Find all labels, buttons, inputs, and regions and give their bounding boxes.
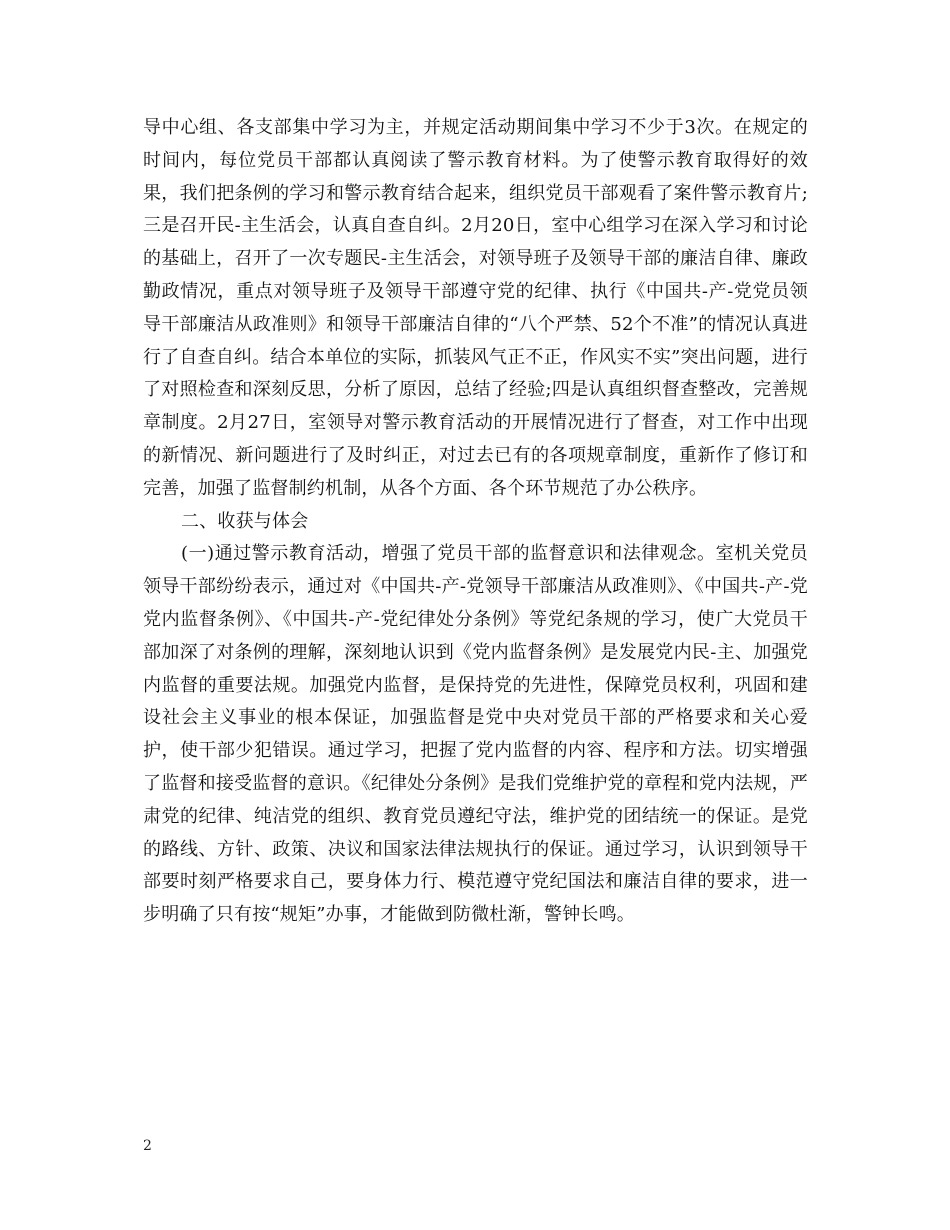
section-heading-gains: 二、收获与体会 bbox=[181, 510, 309, 532]
paragraph-continued-activities: 导中心组、各支部集中学习为主，并规定活动期间集中学习不少于3次。在规定的时间内，每位党员干部都认真阅读了警示教育材料。为了使警示教育取得好的效果，我们把条例的学习和警示教育结合起来，组织党员干部观看了案件警示教育片;三是召开民-主生活会，认真自查自纠。2月20日，室中心组学习在深入学习和讨论的基础上，召开了一次专题民-主生活会，对领导班子及领导干部的廉洁自律、廉政勤政情况，重点对领导班子及领导干部遵守党的纪律、执行《中国共-产-党党员领导干部廉洁从政准则》和领导干部廉洁自律的“八个严禁、52个不准”的情况认真进行了自查自纠。结合本单位的实际，抓装风气正不正，作风实不实”突出问题，进行了对照检查和深刻反思，分析了原因，总结了经验;四是认真组织督查整改，完善规章制度。2月27日，室领导对警示教育活动的开展情况进行了督查，对工作中出现的新情况、新问题进行了及时纠正，对过去已有的各项规章制度，重新作了修订和完善，加强了监督制约机制，从各个方面、各个环节规范了办公秩序。 bbox=[143, 117, 808, 499]
paragraph-gains-first: (一)通过警示教育活动，增强了党员干部的监督意识和法律观念。室机关党员领导干部纷纷表示，通过对《中国共-产-党领导干部廉洁从政准则》、《中国共-产-党党内监督条例》、《中国共-产-党纪律处分条例》等党纪条规的学习，使广大党员干部加深了对条例的理解，深刻地认识到《党内监督条例》是发展党内民-主、加强党内监督的重要法规。加强党内监督，是保持党的先进性，保障党员权利，巩固和建设社会主义事业的根本保证，加强监督是党中央对党员干部的严格要求和关心爱护，使干部少犯错误。通过学习，把握了党内监督的内容、程序和方法。切实增强了监督和接受监督的意识。《纪律处分条例》是我们党维护党的章程和党内法规，严肃党的纪律、纯洁党的组织、教育党员遵纪守法，维护党的团结统一的保证。是党的路线、方针、政策、决议和国家法律法规执行的保证。通过学习，认识到领导干部要时刻严格要求自己，要身体力行、模范遵守党纪国法和廉洁自律的要求，进一步明确了只有按“规矩”办事，才能做到防微杜渐，警钟长鸣。 bbox=[143, 543, 808, 926]
document-page bbox=[143, 112, 808, 932]
page-number: 2 bbox=[143, 1138, 152, 1154]
